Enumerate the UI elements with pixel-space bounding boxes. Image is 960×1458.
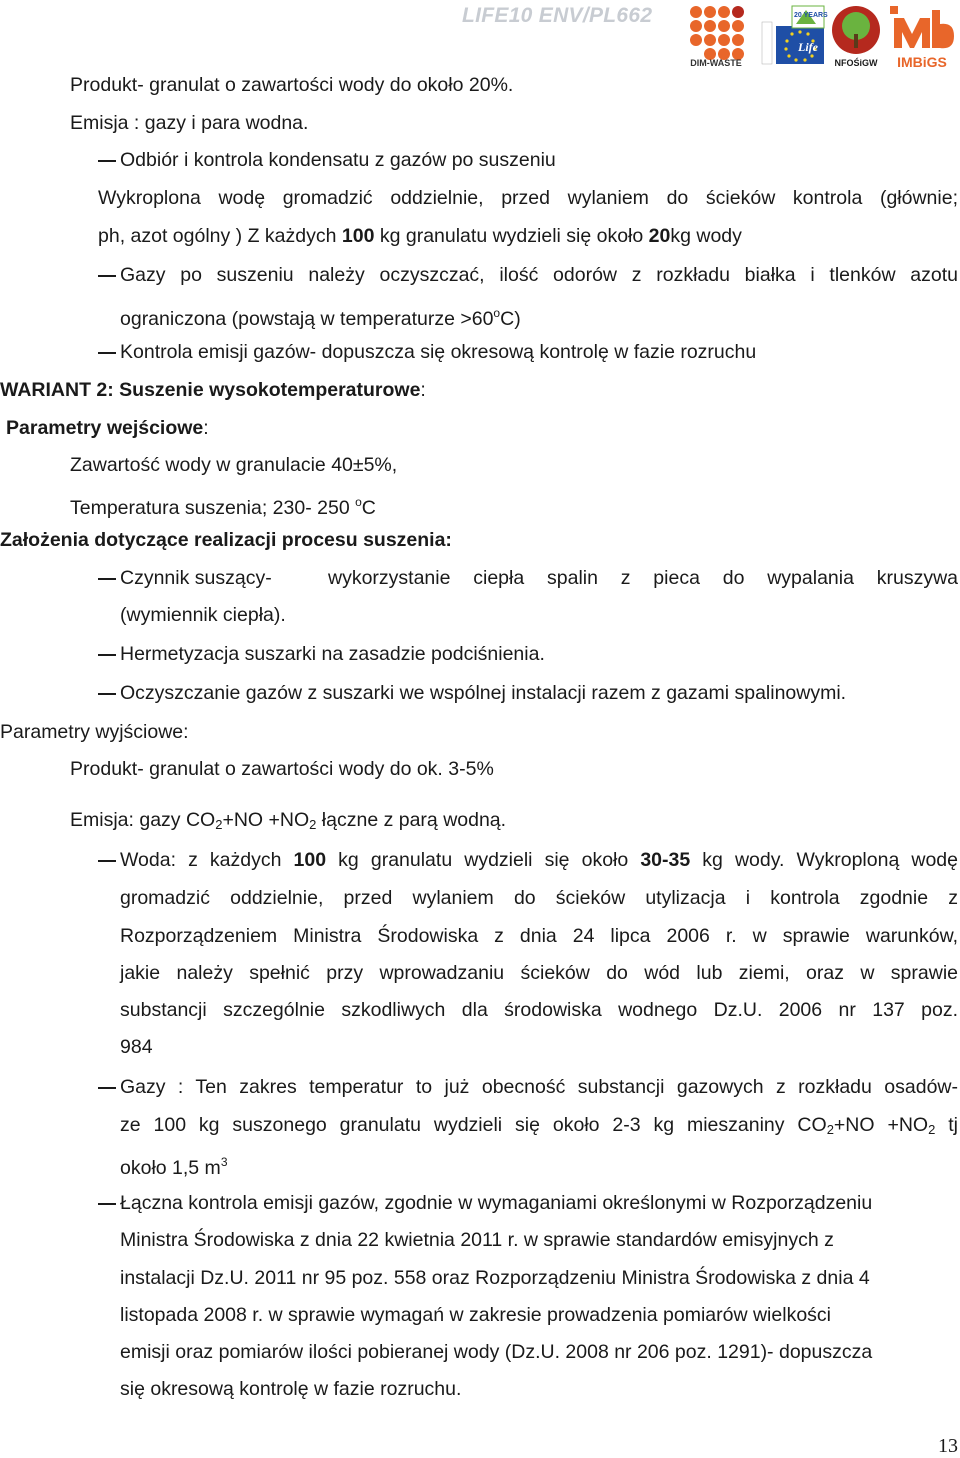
bullet-dash [98, 1203, 116, 1205]
line-output-emission: Emisja: gazy $CO_2+NO +NO_2$ łączne z parą wodną. [70, 809, 507, 832]
line-heat-use: wykorzystanie ciepła spalin z pieca do wypalania kruszywa [328, 567, 958, 589]
line-water-content: Zawartość wody w granulacie 40±5%, [70, 454, 398, 476]
bullet-dash [98, 1087, 116, 1089]
line-total-control-2: Ministra Środowiska z dnia 22 kwietnia 2011 r. w sprawie standardów emisyjnych z [120, 1229, 834, 1251]
imbigs-mark-icon [888, 4, 956, 54]
bullet-dash [98, 275, 116, 277]
line-output-product: Produkt- granulat o zawartości wody do ok. 3-5% [70, 758, 494, 780]
line-water: Woda: z każdych 100 kg granulatu wydzieli się około 30-35 kg wody. Wykroploną wodę [120, 849, 959, 871]
nfosigw-caption: NFOŚiGW [834, 58, 878, 68]
line-emission: Emisja : gazy i para wodna. [70, 112, 309, 134]
line-ph: ph, azot ogólny ) Z każdych 100 kg granulatu wydzieli się około 20kg wody [98, 225, 742, 247]
line-gases-3: około 1,5 $m^3$ [120, 1155, 228, 1179]
bullet-dash [98, 654, 116, 656]
line-gases-after-drying: Gazy po suszeniu należy oczyszczać, ilość odorów z rozkładu białka i tlenków azotu [120, 264, 958, 286]
bullet-dash [98, 352, 116, 354]
assumptions-heading: Założenia dotyczące realizacji procesu suszenia: [0, 529, 452, 551]
line-gas-cleaning: Oczyszczanie gazów z suszarki we wspólnej instalacji razem z gazami spalinowymi. [120, 682, 847, 704]
line-water-3: Rozporządzeniem Ministra Środowiska z dnia 24 lipca 2006 r. w sprawie warunków, [120, 925, 958, 947]
line-limited: ograniczona (powstają w temperaturze $>60^oC$) [120, 306, 521, 330]
input-params-heading: Parametry wejściowe: [6, 417, 209, 439]
bullet-dash [98, 693, 116, 695]
life-years-label: 20 YEARS [794, 12, 828, 19]
dimwaste-logo [688, 4, 744, 68]
dimwaste-dots-icon [688, 4, 744, 60]
line-condensate: Odbiór i kontrola kondensatu z gazów po suszeniu [120, 149, 556, 171]
bullet-dash [98, 860, 116, 862]
bullet-dash [98, 578, 116, 580]
line-heat-exchanger: (wymiennik ciepła). [120, 604, 286, 626]
line-water-5: substancji szczególnie szkodliwych dla środowiska wodnego Dz.U. 2006 nr 137 poz. [120, 999, 958, 1021]
bullet-dash [98, 160, 116, 162]
line-condensed-water: Wykroplona wodę gromadzić oddzielnie, przed wylaniem do ścieków kontrola (głównie; [98, 187, 958, 209]
line-total-control: Łączna kontrola emisji gazów, zgodnie w wymaganiami określonymi w Rozporządzeniu [120, 1192, 873, 1214]
imbigs-caption: IMBiGS [897, 54, 947, 70]
line-total-control-6: się okresową kontrolę w fazie rozruchu. [120, 1378, 462, 1400]
line-gases: Gazy : Ten zakres temperatur to już obecność substancji gazowych z rozkładu osadów- [120, 1076, 958, 1098]
line-emission-control: Kontrola emisji gazów- dopuszcza się okresową kontrolę w fazie rozruchu [120, 341, 757, 363]
output-params-heading: Parametry wyjściowe: [0, 721, 189, 743]
line-temperature: Temperatura suszenia; 230- 250 $^o$C [70, 495, 376, 519]
variant-heading: WARIANT 2: Suszenie wysokotemperaturowe: [0, 379, 426, 401]
line-water-6: 984 [120, 1036, 153, 1058]
line-water-2: gromadzić oddzielnie, przed wylaniem do ścieków utylizacja i kontrola zgodnie z [120, 887, 958, 909]
line-water-4: jakie należy spełnić przy wprowadzaniu ścieków do wód lub ziemi, oraz w sprawie [120, 962, 958, 984]
line-total-control-3: instalacji Dz.U. 2011 nr 95 poz. 558 oraz Rozporządzeniu Ministra Środowiska z dnia 4 [120, 1267, 870, 1289]
project-code: LIFE10 ENV/PL662 [462, 4, 653, 27]
line-sealing: Hermetyzacja suszarki na zasadzie podciśnienia. [120, 643, 545, 665]
nfosigw-logo [830, 4, 882, 68]
line-total-control-4: listopada 2008 r. w sprawie wymagań w zakresie prowadzenia pomiarów wielkości [120, 1304, 831, 1326]
dimwaste-caption: DIM-WASTE [690, 58, 742, 68]
life-label: Life [798, 40, 818, 54]
life-logo [760, 4, 826, 66]
imbigs-logo [888, 4, 956, 68]
line-total-control-5: emisji oraz pomiarów ilości pobieranej wody (Dz.U. 2008 nr 206 poz. 1291)- dopuszcza [120, 1341, 873, 1363]
page-number: 13 [938, 1435, 958, 1457]
line-product: Produkt- granulat o zawartości wody do około 20%. [70, 74, 514, 96]
line-drying-agent: Czynnik suszący- [120, 567, 272, 589]
line-gases-2: ze 100 kg suszonego granulatu wydzieli się około 2-3 kg mieszaniny $CO_2+NO +NO_2$ tj [120, 1114, 958, 1137]
tree-icon [830, 4, 882, 56]
